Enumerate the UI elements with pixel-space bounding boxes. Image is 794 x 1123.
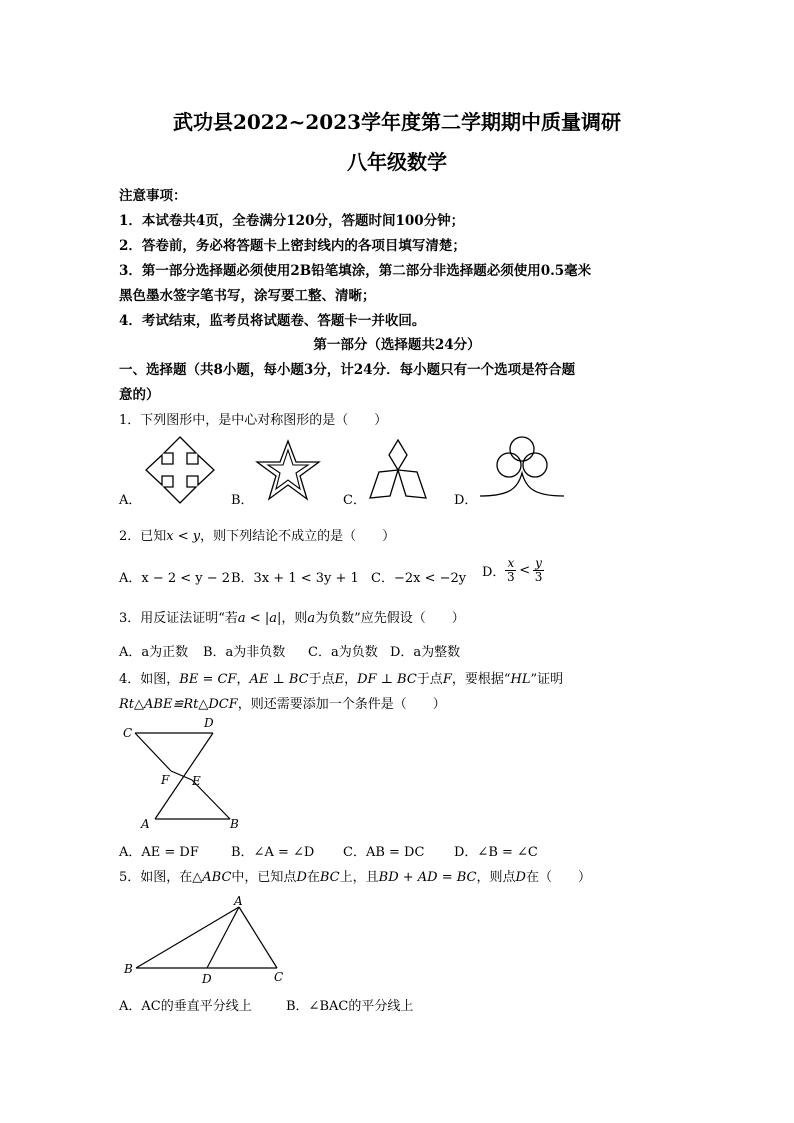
note-item-4: 4．考试结束，监考员将试题卷、答题卡一并收回。 xyxy=(119,313,426,329)
q4-label-c: C xyxy=(123,726,133,740)
q5-s5: 在（ ） xyxy=(525,870,591,885)
q4-m1: BE = CF xyxy=(179,672,237,687)
q5-s1: 中，已知点 xyxy=(231,870,297,885)
q5-m4: BD + AD = BC xyxy=(378,870,477,885)
q5-option-a: A．AC的垂直平分线上 xyxy=(119,999,252,1014)
q1-option-d: D． xyxy=(454,493,478,508)
q3-stem-mid: ，则 xyxy=(281,611,308,626)
q4-label-d: D xyxy=(204,716,214,730)
q1-stem: 1．下列图形中，是中心对称图形的是（ ） xyxy=(119,413,388,428)
q5-s0: 5．如图，在 xyxy=(119,870,193,885)
q2-option-d xyxy=(482,557,544,584)
q2-frac1-num: x xyxy=(507,556,515,570)
q5-s2: 在 xyxy=(306,870,320,885)
q4-option-d: D．∠B = ∠C xyxy=(454,845,538,860)
notes-heading: 注意事项： xyxy=(119,188,187,204)
q2-frac2-den: 3 xyxy=(534,570,543,584)
q4-m6: HL xyxy=(510,672,531,687)
section-heading-cont: 意的） xyxy=(119,387,160,403)
q2-option-a: A．x − 2 < y − 2 xyxy=(119,571,231,586)
part1-heading: 第一部分（选择题共24分） xyxy=(313,337,481,353)
q2-frac2-num: y xyxy=(535,556,542,570)
q3-stem-post: 为负数”应先假设（ ） xyxy=(315,611,465,626)
note-item-1: 1．本试卷共4页，全卷满分120分，答题时间100分钟； xyxy=(119,213,465,229)
page-title: 武功县2022~2023学年度第二学期期中质量调研 xyxy=(172,110,622,134)
q4-option-c: C．AB = DC xyxy=(343,845,425,860)
q3-stem xyxy=(119,607,465,626)
q4-s4: 于点 xyxy=(416,672,443,687)
q4-option-a: A．AE = DF xyxy=(119,845,199,860)
q4-figure xyxy=(120,712,250,832)
q4-congruence: Rt△ABE≌Rt△DCF xyxy=(119,697,238,712)
q4-label-f: F xyxy=(161,773,170,787)
q4-m5: F xyxy=(442,672,452,687)
q5-m2: D xyxy=(296,870,307,885)
q4-s0: 4．如图， xyxy=(119,672,180,687)
q4-option-b: B．∠A = ∠D xyxy=(231,845,315,860)
q5-s3: 上，且 xyxy=(339,870,379,885)
q5-label-d: D xyxy=(202,972,212,986)
q5-option-b: B．∠BAC的平分线上 xyxy=(286,999,414,1014)
q2-option-b: B．3x + 1 < 3y + 1 xyxy=(231,571,359,586)
q4-label-a: A xyxy=(141,817,150,831)
q3-option-c: C．a为负数 xyxy=(308,645,378,660)
q5-stem xyxy=(119,866,591,885)
q3-option-b: B．a为非负数 xyxy=(203,645,286,660)
q2-fraction-y3 xyxy=(533,557,544,584)
q2-option-c: C．−2x < −2y xyxy=(371,571,467,586)
note-item-3: 3．第一部分选择题必须使用2B铅笔填涂，第二部分非选择题必须使用0.5毫米 xyxy=(119,263,592,279)
note-item-2: 2．答卷前，务必将答题卡上密封线内的各项目填写清楚； xyxy=(119,238,466,254)
q4-s5: ，要根据“ xyxy=(451,672,511,687)
q4-s2: 于点 xyxy=(308,672,335,687)
q2-option-d-rel: < xyxy=(519,563,531,578)
q2-option-d-label: D． xyxy=(482,565,506,580)
q5-m5: D xyxy=(515,870,526,885)
q3-stem-math: a < |a| xyxy=(237,611,282,626)
q2-stem-math: x < y xyxy=(166,529,201,544)
q3-option-d: D．a为整数 xyxy=(390,645,461,660)
q4-m3: E xyxy=(334,672,345,687)
q2-stem-pre: 2．已知 xyxy=(119,529,167,544)
q4-stem-line1 xyxy=(119,668,563,687)
q5-label-a: A xyxy=(234,894,243,908)
q5-label-c: C xyxy=(274,970,284,984)
q1-option-a: A． xyxy=(119,493,142,508)
q1-figure-c xyxy=(369,440,427,500)
q4-line2-post: ，则还需要添加一个条件是（ ） xyxy=(237,697,446,712)
q5-m1: △ABC xyxy=(192,870,232,885)
q3-stem-pre: 3．用反证法证明“若 xyxy=(119,611,238,626)
q4-label-b: B xyxy=(230,817,239,831)
q2-fraction-x3 xyxy=(505,557,516,584)
q5-label-b: B xyxy=(124,962,133,976)
q4-s6: ”证明 xyxy=(530,672,564,687)
q2-stem-post: ，则下列结论不成立的是（ ） xyxy=(200,529,396,544)
q4-m4: DF ⊥ BC xyxy=(357,672,417,687)
q1-option-b: B． xyxy=(231,493,254,508)
page-subtitle: 八年级数学 xyxy=(347,150,447,174)
note-item-3-cont: 黑色墨水签字笔书写，涂写要工整、清晰； xyxy=(119,288,376,304)
q4-s1: ， xyxy=(236,672,250,687)
q3-option-a: A．a为正数 xyxy=(119,645,189,660)
q4-s3: ， xyxy=(344,672,358,687)
q4-stem-line2 xyxy=(119,693,446,712)
q5-figure xyxy=(122,893,292,988)
q4-label-e: E xyxy=(192,774,201,788)
q1-option-c: C． xyxy=(343,493,366,508)
q3-stem-var: a xyxy=(307,611,316,626)
q2-stem xyxy=(119,525,395,544)
q1-figure-d xyxy=(480,436,564,498)
section-heading: 一、选择题（共8小题，每小题3分，计24分．每小题只有一个选项是符合题 xyxy=(119,362,576,378)
q2-frac1-den: 3 xyxy=(507,570,515,584)
q5-m3: BC xyxy=(319,870,340,885)
q4-m2: AE ⊥ BC xyxy=(249,672,309,687)
q1-figure-b xyxy=(256,440,320,500)
q1-figure-a xyxy=(145,436,215,504)
q5-s4: ，则点 xyxy=(476,870,516,885)
